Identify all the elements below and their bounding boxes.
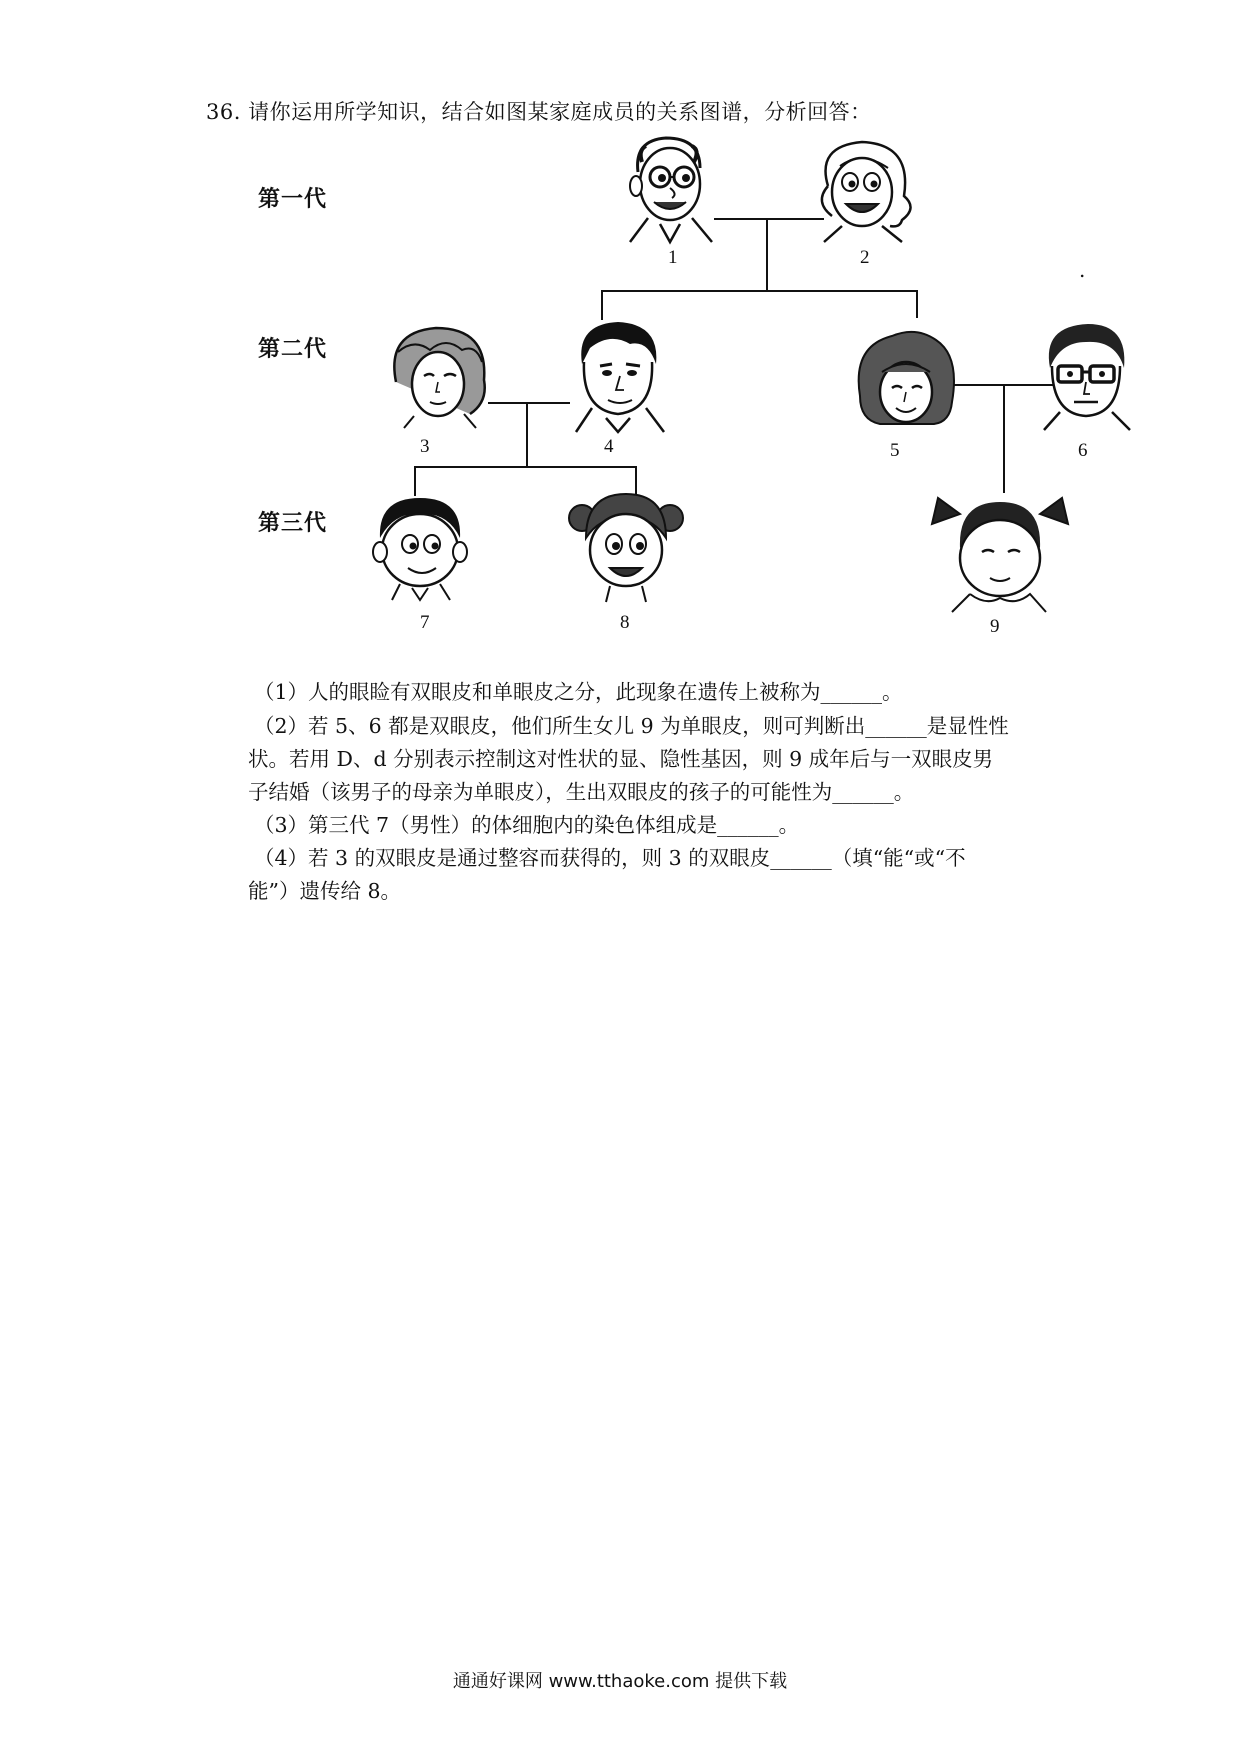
- person-4-illustration: [570, 318, 666, 434]
- member-label-1: 1: [668, 247, 678, 268]
- member-label-5: 5: [890, 440, 900, 461]
- member-label-3: 3: [420, 436, 430, 457]
- sibling-bar-gen2: [601, 290, 918, 292]
- question-title: 36. 请你运用所学知识，结合如图某家庭成员的关系图谱，分析回答：: [206, 100, 872, 124]
- person-6-illustration: [1040, 320, 1132, 432]
- stray-mark: .: [1079, 258, 1086, 282]
- drop-line-5: [916, 290, 918, 318]
- descent-line-3-4: [526, 403, 528, 467]
- member-label-6: 6: [1078, 440, 1088, 461]
- person-3-illustration: [384, 322, 494, 430]
- subquestion-4-line-2: 能”）遗传给 8。: [248, 879, 402, 903]
- person-5-illustration: [852, 326, 962, 438]
- person-7-illustration: [368, 494, 472, 604]
- generation-label-1: 第一代: [258, 186, 328, 212]
- subquestion-2-line-1: （2）若 5、6 都是双眼皮，他们所生女儿 9 为单眼皮，则可判断出______是显性性: [254, 714, 1009, 738]
- member-label-2: 2: [860, 247, 870, 268]
- person-2-illustration: [806, 136, 924, 244]
- member-label-9: 9: [990, 616, 1000, 637]
- subquestion-4-line-1: （4）若 3 的双眼皮是通过整容而获得的，则 3 的双眼皮______（填“能“或“不: [254, 846, 966, 870]
- marriage-line-3-4: [488, 402, 570, 404]
- member-label-4: 4: [604, 436, 614, 457]
- page-footer: 通通好课网 www.tthaoke.com 提供下载: [452, 1671, 788, 1692]
- subquestion-2-line-2: 状。若用 D、d 分别表示控制这对性状的显、隐性基因，则 9 成年后与一双眼皮男: [248, 747, 994, 771]
- generation-label-2: 第二代: [258, 336, 328, 362]
- generation-label-3: 第三代: [258, 510, 328, 536]
- descent-line-gen1: [766, 219, 768, 291]
- person-9-illustration: [930, 494, 1070, 614]
- subquestion-2-line-3: 子结婚（该男子的母亲为单眼皮），生出双眼皮的孩子的可能性为______。: [248, 780, 915, 804]
- sibling-bar-gen3: [414, 466, 637, 468]
- member-label-7: 7: [420, 612, 430, 633]
- drop-line-7: [414, 466, 416, 496]
- member-label-8: 8: [620, 612, 630, 633]
- subquestion-1: （1）人的眼睑有双眼皮和单眼皮之分，此现象在遗传上被称为______。: [254, 680, 903, 704]
- subquestion-3: （3）第三代 7（男性）的体细胞内的染色体组成是______。: [254, 813, 800, 837]
- descent-line-5-6: [1003, 385, 1005, 493]
- person-1-illustration: [620, 132, 720, 244]
- person-8-illustration: [566, 488, 686, 606]
- drop-line-4: [601, 290, 603, 320]
